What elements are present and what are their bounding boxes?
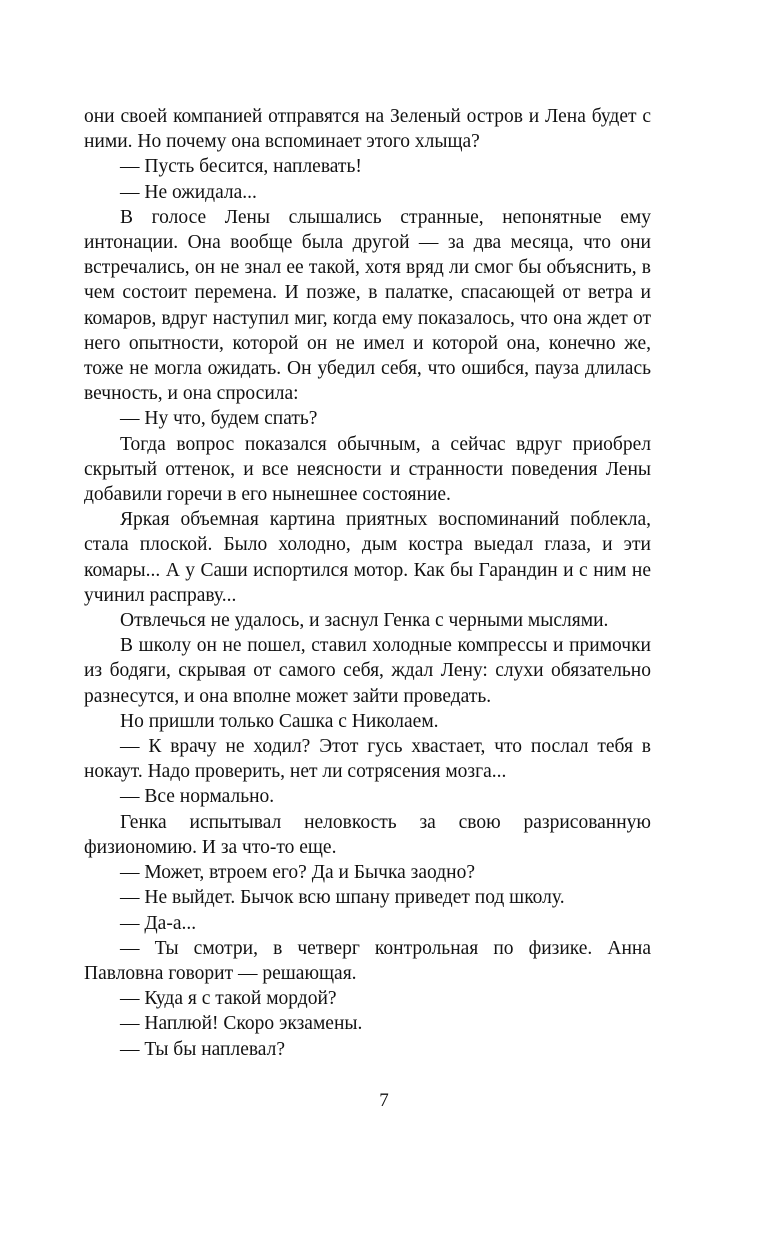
paragraph: они своей компанией отправятся на Зеленый остров и Лена будет с ними. Но почему она вспоминает этого хлыща?: [84, 106, 651, 153]
paragraph: Тогда вопрос показался обычным, а сейчас вдруг приобрел скрытый оттенок, и все неясности и странности поведения Лены добавили горечи в его нынешнее состояние.: [84, 433, 651, 506]
paragraph: — Не ожидала...: [120, 181, 257, 203]
paragraph: — Ты бы наплевал?: [120, 1038, 286, 1060]
paragraph: Яркая объемная картина приятных воспоминаний поблекла, стала плоской. Было холодно, дым костра выедал глаза, и эти комары... А у Саши испортился мотор. Как бы Гарандин и с ним не учинил расправу...: [84, 509, 651, 606]
paragraph: — Все нормально.: [120, 786, 275, 808]
page-number: 7: [379, 1090, 389, 1111]
paragraph: Но пришли только Сашка с Николаем.: [120, 710, 439, 732]
paragraph: — Пусть бесится, наплевать!: [120, 156, 362, 178]
paragraph: — К врачу не ходил? Этот гусь хвастает, что послал тебя в нокаут. Надо проверить, нет ли сотрясения мозга...: [84, 736, 651, 783]
paragraph: В голосе Лены слышались странные, непонятные ему интонации. Она вообще была другой — за два месяца, что они встречались, он не знал ее такой, хотя вряд ли смог бы объяснить, в чем состоит перемена. И позже, в палатке, спасающей от ветра и комаров, вдруг наступил миг, когда ему показалось, что она ждет от него опытности, которой он не имел и которой она, конечно же, тоже не могла ожидать. Он убедил себя, что ошибся, пауза длилась вечность, и она спросила:: [84, 206, 651, 405]
paragraph: В школу он не пошел, ставил холодные компрессы и примочки из бодяги, скрывая от самого себя, ждал Лену: слухи обязательно разнесутся, и она вполне может зайти проведать.: [84, 635, 651, 707]
paragraph: — Ты смотри, в четверг контрольная по физике. Анна Павловна говорит — решающая.: [84, 937, 651, 984]
paragraph: — Наплюй! Скоро экзамены.: [120, 1013, 363, 1035]
body-text: [84, 104, 651, 1062]
paragraph: Отвлечься не удалось, и заснул Генка с черными мыслями.: [120, 610, 609, 632]
paragraph: — Да-а...: [120, 912, 197, 934]
paragraph: — Ну что, будем спать?: [120, 408, 318, 430]
paragraph: — Куда я с такой мордой?: [120, 988, 337, 1010]
paragraph: — Не выйдет. Бычок всю шпану приведет под школу.: [120, 887, 565, 909]
paragraph: — Может, втроем его? Да и Бычка заодно?: [120, 862, 475, 884]
paragraph: Генка испытывал неловкость за свою разрисованную физиономию. И за что-то еще.: [84, 811, 651, 858]
